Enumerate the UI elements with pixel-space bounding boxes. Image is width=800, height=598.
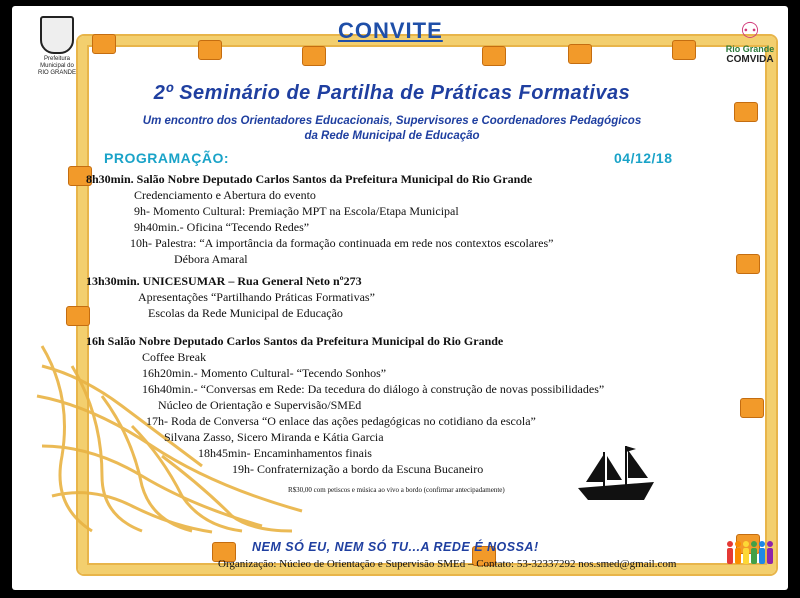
rope-knot: [568, 44, 592, 64]
event-date: 04/12/18: [614, 150, 673, 166]
session2-heading: 13h30min. UNICESUMAR – Rua General Neto nº273: [86, 274, 362, 288]
page-title: 2º Seminário de Partilha de Práticas Formativas: [153, 82, 631, 104]
session3-line: Coffee Break: [142, 350, 207, 364]
comvida-glyph-icon: ⚇: [740, 18, 760, 43]
rope-knot: [740, 398, 764, 418]
city-logo-text: Prefeitura Municipal do RIO GRANDE: [37, 56, 76, 76]
ship-icon: [574, 442, 658, 506]
subtitle: [122, 114, 662, 144]
rope-knot: [482, 46, 506, 66]
subtitle-line1: Um encontro dos Orientadores Educacionais, Supervisores e Coordenadores Pedagógicos: [142, 115, 642, 127]
people-logo-icon: [724, 536, 774, 576]
organization-contact: Organização: Núcleo de Orientação e Supervisão SMEd – Contato: 53-32337292 nos.smed@gmail.com: [218, 558, 677, 570]
session1-line: Débora Amaral: [174, 252, 248, 266]
session3-heading: 16h Salão Nobre Deputado Carlos Santos da Prefeitura Municipal do Rio Grande: [86, 334, 504, 348]
rope-knot: [198, 40, 222, 60]
session1-line: 9h- Momento Cultural: Premiação MPT na Escola/Etapa Municipal: [134, 204, 459, 218]
convite-heading: CONVITE: [338, 18, 443, 43]
comvida-line2: COMVIDA: [726, 54, 774, 65]
rope-knot: [302, 46, 326, 66]
session1-line: 9h40min.- Oficina “Tecendo Redes”: [134, 220, 310, 234]
subtitle-line2: da Rede Municipal de Educação: [304, 130, 480, 142]
city-crest-icon: [34, 16, 80, 78]
slogan: NEM SÓ EU, NEM SÓ TU...A REDE É NOSSA!: [252, 540, 539, 554]
rope-knot: [672, 40, 696, 60]
comvida-line1: Rio Grande: [725, 44, 775, 54]
session3-line: 18h45min- Encaminhamentos finais: [198, 446, 372, 460]
session3-line: Núcleo de Orientação e Supervisão/SMEd: [158, 398, 362, 412]
session2-line: Escolas da Rede Municipal de Educação: [148, 306, 343, 320]
session2-line: Apresentações “Partilhando Práticas Formativas”: [138, 290, 375, 304]
rope-knot: [92, 34, 116, 54]
invitation-card: [12, 6, 788, 590]
price-note: R$30,00 com petiscos e música ao vivo a bordo (confirmar antecipadamente): [288, 486, 505, 494]
session3-line: Silvana Zasso, Sicero Miranda e Kátia Garcia: [164, 430, 384, 444]
session3-line: 17h- Roda de Conversa “O enlace das ações pedagógicas no cotidiano da escola”: [146, 414, 536, 428]
programacao-label: PROGRAMAÇÃO:: [104, 150, 229, 166]
session3-line: 16h40min.- “Conversas em Rede: Da tecedura do diálogo à construção de novas possibilidades”: [142, 382, 605, 396]
comvida-logo-icon: [720, 18, 780, 74]
rope-knot: [66, 306, 90, 326]
session1-line: Credenciamento e Abertura do evento: [134, 188, 316, 202]
rope-knot: [734, 102, 758, 122]
session1-heading: 8h30min. Salão Nobre Deputado Carlos Santos da Prefeitura Municipal do Rio Grande: [86, 172, 533, 186]
shield-icon: [40, 16, 74, 54]
session3-line: 19h- Confraternização a bordo da Escuna Bucaneiro: [232, 462, 484, 476]
session3-line: 16h20min.- Momento Cultural- “Tecendo Sonhos”: [142, 366, 387, 380]
session1-line: 10h- Palestra: “A importância da formação continuada em rede nos contextos escolares”: [130, 236, 554, 250]
rope-knot: [736, 254, 760, 274]
